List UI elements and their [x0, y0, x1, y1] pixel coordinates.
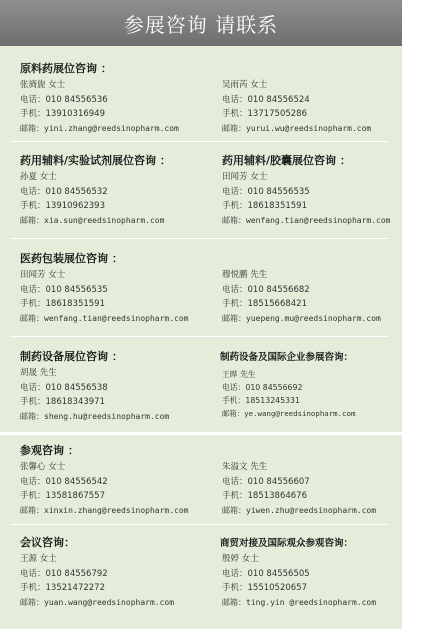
contact-phone: 电话：010 84556535	[222, 186, 310, 197]
contact-zhu-yiwen	[222, 460, 376, 518]
section-title-excipients-reagents: 药用辅料/实验试剂展位咨询 ：	[20, 154, 171, 167]
contact-email[interactable]: 邮箱：xia.sun@reedsinopharm.com	[20, 215, 165, 225]
contact-mobile: 手机：13717505286	[222, 109, 307, 119]
contact-email[interactable]: 邮箱：yurui.wu@reedsinopharm.com	[222, 123, 372, 133]
contact-zhang-yini	[20, 78, 179, 136]
contact-wang-ye	[222, 368, 355, 420]
contact-email[interactable]: 邮箱：xinxin.zhang@reedsinopharm.com	[20, 505, 189, 515]
contact-mobile: 手机：18618351591	[20, 299, 105, 309]
contact-name: 朱溢文 先生	[222, 462, 268, 472]
contact-email[interactable]: 邮箱：yiwen.zhu@reedsinopharm.com	[222, 505, 377, 515]
contact-mobile: 手机：13910316949	[20, 109, 105, 119]
section-divider	[10, 336, 388, 337]
contact-tian-wenfang	[20, 268, 189, 326]
contact-name: 田闻芳 女士	[222, 172, 268, 182]
contact-email[interactable]: 邮箱：wenfang.tian@reedsinopharm.com	[20, 313, 189, 323]
contact-wang-yuan	[20, 552, 174, 610]
contact-phone: 电话：010 84556607	[222, 476, 310, 487]
section-title-visit: 参观咨询 ：	[20, 444, 79, 457]
contact-mobile: 手机：15510520657	[222, 583, 307, 593]
section-title-equipment-international: 制药设备及国际企业参展咨询：	[220, 352, 354, 363]
contact-name: 张馨心 女士	[20, 462, 66, 472]
contact-name: 王源 女士	[20, 554, 57, 564]
section-title-trade-matching: 商贸对接及国际观众参观咨询：	[220, 538, 354, 549]
page-title: 参展咨询 请联系	[0, 0, 402, 46]
contact-phone: 电话：010 84556682	[222, 284, 310, 295]
section-title-equipment: 制药设备展位咨询 ：	[20, 350, 123, 363]
contact-mobile: 手机：18515668421	[222, 299, 307, 309]
contact-phone: 电话：010 84556536	[20, 94, 108, 105]
contact-name: 胡晟 先生	[20, 368, 57, 378]
contact-mobile: 手机：18513245331	[222, 396, 300, 405]
contact-hu-sheng	[20, 366, 169, 424]
contact-mobile: 手机：18513864676	[222, 491, 307, 501]
section-separator	[0, 432, 402, 435]
contact-sun-xia	[20, 170, 164, 228]
contact-tian-wenfang	[222, 170, 391, 228]
contact-name: 王晔 先生	[222, 370, 256, 379]
contact-phone: 电话：010 84556532	[20, 186, 108, 197]
contact-email[interactable]: 邮箱：ye.wang@reedsinopharm.com	[222, 409, 356, 418]
contact-phone: 电话：010 84556538	[20, 382, 108, 393]
contact-mobile: 手机：18618343971	[20, 397, 105, 407]
contact-phone: 电话：010 84556524	[222, 94, 310, 105]
contact-panel	[0, 46, 402, 629]
contact-phone: 电话：010 84556535	[20, 284, 108, 295]
contact-email[interactable]: 邮箱：yuan.wang@reedsinopharm.com	[20, 597, 175, 607]
contact-name: 田闻芳 女士	[20, 270, 66, 280]
contact-mobile: 手机：18618351591	[222, 201, 307, 211]
section-title-api: 原料药展位咨询 ：	[20, 62, 112, 75]
section-title-conference: 会议咨询：	[20, 536, 75, 549]
contact-mobile: 手机：13521472272	[20, 583, 105, 593]
section-title-packaging: 医药包装展位咨询 ：	[20, 252, 123, 265]
contact-name: 孙夏 女士	[20, 172, 57, 182]
contact-wu-yurui	[222, 78, 371, 136]
contact-mobile: 手机：13910962393	[20, 201, 105, 211]
section-divider	[10, 524, 388, 525]
contact-phone: 电话：010 84556505	[222, 568, 310, 579]
contact-mobile: 手机：13581867557	[20, 491, 105, 501]
contact-email[interactable]: 邮箱：wenfang.tian@reedsinopharm.com	[222, 215, 391, 225]
contact-mu-yuepeng	[222, 268, 381, 326]
section-divider	[10, 238, 388, 239]
contact-email[interactable]: 邮箱：ting.yin @reedsinopharm.com	[222, 597, 377, 607]
contact-phone: 电话：010 84556542	[20, 476, 108, 487]
contact-email[interactable]: 邮箱：yini.zhang@reedsinopharm.com	[20, 123, 179, 133]
contact-email[interactable]: 邮箱：yuepeng.mu@reedsinopharm.com	[222, 313, 381, 323]
contact-yin-ting	[222, 552, 376, 610]
contact-name: 张旖旎 女士	[20, 80, 66, 90]
section-divider	[10, 141, 388, 142]
contact-phone: 电话：010 84556792	[20, 568, 108, 579]
contact-zhang-xinxin	[20, 460, 189, 518]
contact-phone: 电话：010 84556692	[222, 383, 303, 392]
contact-email[interactable]: 邮箱：sheng.hu@reedsinopharm.com	[20, 411, 170, 421]
contact-name: 吴雨芮 女士	[222, 80, 268, 90]
contact-name: 穆悦鹏 先生	[222, 270, 268, 280]
section-title-excipients-capsules: 药用辅料/胶囊展位咨询 ：	[222, 154, 351, 167]
contact-name: 殷婷 女士	[222, 554, 259, 564]
